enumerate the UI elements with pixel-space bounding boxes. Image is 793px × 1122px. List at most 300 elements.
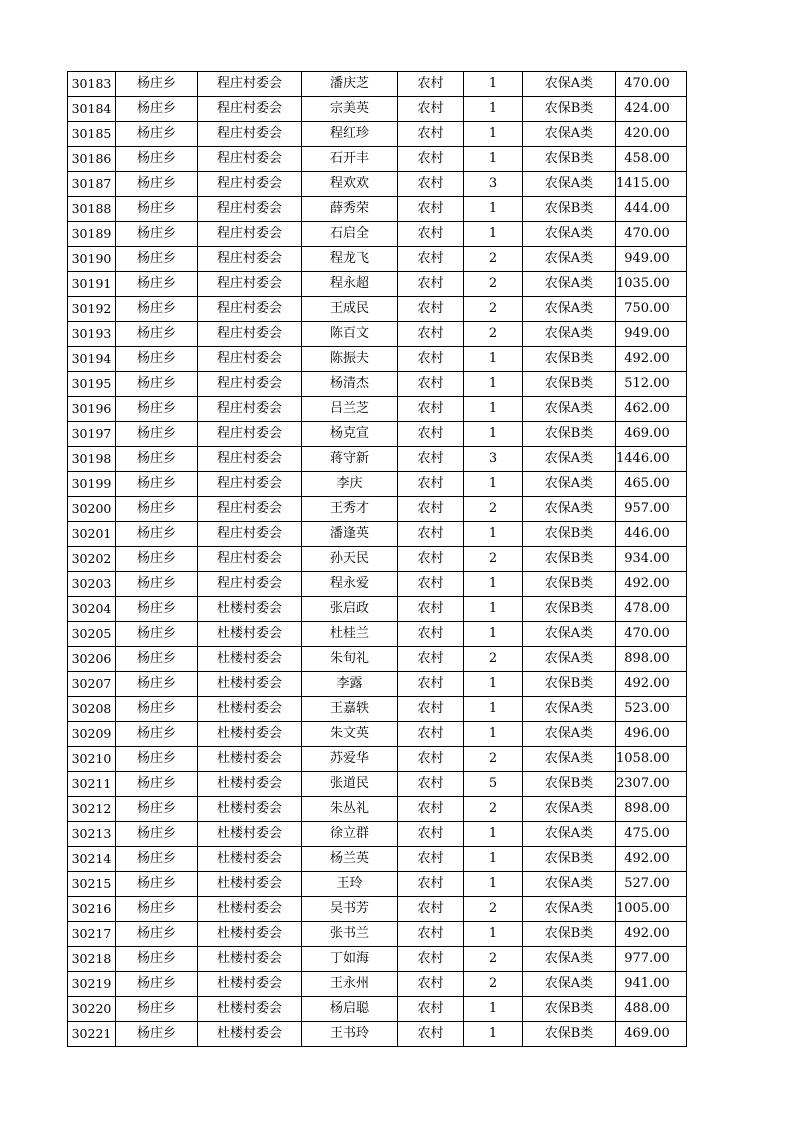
village-committee-cell: 杜楼村委会	[198, 997, 302, 1022]
person-name-cell: 朱丛礼	[302, 797, 398, 822]
table-row	[68, 872, 687, 897]
amount-cell: 470.00	[616, 222, 687, 247]
area-type-cell: 农村	[398, 622, 464, 647]
insurance-category-cell: 农保B类	[523, 597, 616, 622]
area-type-cell: 农村	[398, 372, 464, 397]
household-count-cell: 1	[464, 922, 523, 947]
area-type-cell: 农村	[398, 597, 464, 622]
village-committee-cell: 杜楼村委会	[198, 922, 302, 947]
table-row	[68, 72, 687, 97]
table-row	[68, 547, 687, 572]
village-committee-cell: 杜楼村委会	[198, 972, 302, 997]
township-cell: 杨庄乡	[116, 872, 198, 897]
person-name-cell: 苏爱华	[302, 747, 398, 772]
amount-cell: 492.00	[616, 922, 687, 947]
table-row	[68, 272, 687, 297]
record-id-cell: 30218	[68, 947, 116, 972]
amount-cell: 898.00	[616, 797, 687, 822]
township-cell: 杨庄乡	[116, 322, 198, 347]
insurance-category-cell: 农保B类	[523, 672, 616, 697]
insurance-category-cell: 农保A类	[523, 947, 616, 972]
area-type-cell: 农村	[398, 547, 464, 572]
village-committee-cell: 杜楼村委会	[198, 597, 302, 622]
amount-cell: 957.00	[616, 497, 687, 522]
record-id-cell: 30203	[68, 572, 116, 597]
township-cell: 杨庄乡	[116, 472, 198, 497]
record-id-cell: 30188	[68, 197, 116, 222]
record-id-cell: 30195	[68, 372, 116, 397]
township-cell: 杨庄乡	[116, 172, 198, 197]
area-type-cell: 农村	[398, 122, 464, 147]
insurance-category-cell: 农保A类	[523, 872, 616, 897]
village-committee-cell: 杜楼村委会	[198, 1022, 302, 1047]
records-table	[67, 71, 687, 1047]
household-count-cell: 1	[464, 622, 523, 647]
township-cell: 杨庄乡	[116, 797, 198, 822]
village-committee-cell: 杜楼村委会	[198, 822, 302, 847]
record-id-cell: 30206	[68, 647, 116, 672]
table-row	[68, 647, 687, 672]
area-type-cell: 农村	[398, 347, 464, 372]
table-row	[68, 497, 687, 522]
household-count-cell: 1	[464, 97, 523, 122]
area-type-cell: 农村	[398, 322, 464, 347]
table-row	[68, 397, 687, 422]
amount-cell: 750.00	[616, 297, 687, 322]
village-committee-cell: 程庄村委会	[198, 72, 302, 97]
person-name-cell: 吴书芳	[302, 897, 398, 922]
amount-cell: 941.00	[616, 972, 687, 997]
record-id-cell: 30211	[68, 772, 116, 797]
insurance-category-cell: 农保A类	[523, 722, 616, 747]
record-id-cell: 30205	[68, 622, 116, 647]
township-cell: 杨庄乡	[116, 147, 198, 172]
township-cell: 杨庄乡	[116, 897, 198, 922]
table-row	[68, 1022, 687, 1047]
insurance-category-cell: 农保B类	[523, 147, 616, 172]
person-name-cell: 杨克宣	[302, 422, 398, 447]
insurance-category-cell: 农保A类	[523, 247, 616, 272]
person-name-cell: 张书兰	[302, 922, 398, 947]
village-committee-cell: 杜楼村委会	[198, 722, 302, 747]
area-type-cell: 农村	[398, 847, 464, 872]
village-committee-cell: 杜楼村委会	[198, 872, 302, 897]
record-id-cell: 30215	[68, 872, 116, 897]
village-committee-cell: 程庄村委会	[198, 122, 302, 147]
area-type-cell: 农村	[398, 72, 464, 97]
village-committee-cell: 程庄村委会	[198, 447, 302, 472]
insurance-category-cell: 农保B类	[523, 772, 616, 797]
record-id-cell: 30200	[68, 497, 116, 522]
area-type-cell: 农村	[398, 897, 464, 922]
household-count-cell: 1	[464, 697, 523, 722]
area-type-cell: 农村	[398, 247, 464, 272]
household-count-cell: 2	[464, 322, 523, 347]
person-name-cell: 程永超	[302, 272, 398, 297]
table-row	[68, 372, 687, 397]
amount-cell: 949.00	[616, 247, 687, 272]
household-count-cell: 1	[464, 147, 523, 172]
amount-cell: 462.00	[616, 397, 687, 422]
amount-cell: 458.00	[616, 147, 687, 172]
township-cell: 杨庄乡	[116, 697, 198, 722]
township-cell: 杨庄乡	[116, 272, 198, 297]
village-committee-cell: 杜楼村委会	[198, 697, 302, 722]
person-name-cell: 张启政	[302, 597, 398, 622]
person-name-cell: 杨清杰	[302, 372, 398, 397]
village-committee-cell: 程庄村委会	[198, 222, 302, 247]
insurance-category-cell: 农保B类	[523, 372, 616, 397]
amount-cell: 492.00	[616, 672, 687, 697]
insurance-category-cell: 农保B类	[523, 922, 616, 947]
area-type-cell: 农村	[398, 222, 464, 247]
amount-cell: 512.00	[616, 372, 687, 397]
insurance-category-cell: 农保A类	[523, 272, 616, 297]
area-type-cell: 农村	[398, 797, 464, 822]
record-id-cell: 30202	[68, 547, 116, 572]
household-count-cell: 1	[464, 197, 523, 222]
person-name-cell: 朱文英	[302, 722, 398, 747]
record-id-cell: 30221	[68, 1022, 116, 1047]
household-count-cell: 2	[464, 647, 523, 672]
record-id-cell: 30213	[68, 822, 116, 847]
area-type-cell: 农村	[398, 672, 464, 697]
village-committee-cell: 程庄村委会	[198, 322, 302, 347]
table-row	[68, 97, 687, 122]
insurance-category-cell: 农保A类	[523, 822, 616, 847]
area-type-cell: 农村	[398, 572, 464, 597]
insurance-category-cell: 农保B类	[523, 547, 616, 572]
insurance-category-cell: 农保B类	[523, 197, 616, 222]
record-id-cell: 30214	[68, 847, 116, 872]
village-committee-cell: 程庄村委会	[198, 472, 302, 497]
person-name-cell: 宗美英	[302, 97, 398, 122]
person-name-cell: 王玲	[302, 872, 398, 897]
table-row	[68, 997, 687, 1022]
amount-cell: 475.00	[616, 822, 687, 847]
table-row	[68, 672, 687, 697]
record-id-cell: 30198	[68, 447, 116, 472]
person-name-cell: 丁如海	[302, 947, 398, 972]
person-name-cell: 程永爱	[302, 572, 398, 597]
insurance-category-cell: 农保B类	[523, 847, 616, 872]
amount-cell: 478.00	[616, 597, 687, 622]
household-count-cell: 1	[464, 72, 523, 97]
township-cell: 杨庄乡	[116, 997, 198, 1022]
area-type-cell: 农村	[398, 947, 464, 972]
amount-cell: 492.00	[616, 347, 687, 372]
insurance-category-cell: 农保A类	[523, 497, 616, 522]
table-row	[68, 247, 687, 272]
amount-cell: 496.00	[616, 722, 687, 747]
person-name-cell: 徐立群	[302, 822, 398, 847]
insurance-category-cell: 农保A类	[523, 897, 616, 922]
table-row	[68, 822, 687, 847]
person-name-cell: 王嘉轶	[302, 697, 398, 722]
township-cell: 杨庄乡	[116, 222, 198, 247]
township-cell: 杨庄乡	[116, 822, 198, 847]
village-committee-cell: 杜楼村委会	[198, 772, 302, 797]
area-type-cell: 农村	[398, 647, 464, 672]
record-id-cell: 30199	[68, 472, 116, 497]
person-name-cell: 朱旬礼	[302, 647, 398, 672]
table-row	[68, 797, 687, 822]
area-type-cell: 农村	[398, 772, 464, 797]
amount-cell: 527.00	[616, 872, 687, 897]
village-committee-cell: 程庄村委会	[198, 547, 302, 572]
household-count-cell: 1	[464, 722, 523, 747]
amount-cell: 465.00	[616, 472, 687, 497]
insurance-category-cell: 农保A类	[523, 647, 616, 672]
person-name-cell: 程红珍	[302, 122, 398, 147]
amount-cell: 470.00	[616, 72, 687, 97]
township-cell: 杨庄乡	[116, 497, 198, 522]
person-name-cell: 王秀才	[302, 497, 398, 522]
village-committee-cell: 杜楼村委会	[198, 747, 302, 772]
village-committee-cell: 程庄村委会	[198, 522, 302, 547]
household-count-cell: 2	[464, 547, 523, 572]
insurance-category-cell: 农保A类	[523, 72, 616, 97]
area-type-cell: 农村	[398, 497, 464, 522]
insurance-category-cell: 农保A类	[523, 622, 616, 647]
area-type-cell: 农村	[398, 872, 464, 897]
area-type-cell: 农村	[398, 397, 464, 422]
insurance-category-cell: 农保B类	[523, 422, 616, 447]
person-name-cell: 李露	[302, 672, 398, 697]
table-row	[68, 222, 687, 247]
township-cell: 杨庄乡	[116, 922, 198, 947]
table-row	[68, 622, 687, 647]
area-type-cell: 农村	[398, 972, 464, 997]
insurance-category-cell: 农保A类	[523, 747, 616, 772]
insurance-category-cell: 农保A类	[523, 122, 616, 147]
village-committee-cell: 程庄村委会	[198, 197, 302, 222]
township-cell: 杨庄乡	[116, 847, 198, 872]
township-cell: 杨庄乡	[116, 972, 198, 997]
table-row	[68, 422, 687, 447]
amount-cell: 1446.00	[616, 447, 687, 472]
township-cell: 杨庄乡	[116, 1022, 198, 1047]
township-cell: 杨庄乡	[116, 72, 198, 97]
insurance-category-cell: 农保B类	[523, 572, 616, 597]
household-count-cell: 2	[464, 247, 523, 272]
village-committee-cell: 程庄村委会	[198, 397, 302, 422]
area-type-cell: 农村	[398, 697, 464, 722]
table-row	[68, 522, 687, 547]
area-type-cell: 农村	[398, 822, 464, 847]
record-id-cell: 30208	[68, 697, 116, 722]
village-committee-cell: 程庄村委会	[198, 422, 302, 447]
person-name-cell: 王永州	[302, 972, 398, 997]
record-id-cell: 30201	[68, 522, 116, 547]
household-count-cell: 1	[464, 872, 523, 897]
insurance-category-cell: 农保A类	[523, 472, 616, 497]
record-id-cell: 30190	[68, 247, 116, 272]
township-cell: 杨庄乡	[116, 372, 198, 397]
person-name-cell: 孙天民	[302, 547, 398, 572]
insurance-category-cell: 农保B类	[523, 522, 616, 547]
table-row	[68, 572, 687, 597]
record-id-cell: 30184	[68, 97, 116, 122]
township-cell: 杨庄乡	[116, 197, 198, 222]
person-name-cell: 李庆	[302, 472, 398, 497]
household-count-cell: 2	[464, 972, 523, 997]
record-id-cell: 30187	[68, 172, 116, 197]
insurance-category-cell: 农保A类	[523, 972, 616, 997]
household-count-cell: 1	[464, 122, 523, 147]
township-cell: 杨庄乡	[116, 747, 198, 772]
table-row	[68, 322, 687, 347]
table-row	[68, 972, 687, 997]
area-type-cell: 农村	[398, 422, 464, 447]
insurance-category-cell: 农保A类	[523, 222, 616, 247]
person-name-cell: 薛秀荣	[302, 197, 398, 222]
insurance-category-cell: 农保A类	[523, 397, 616, 422]
area-type-cell: 农村	[398, 272, 464, 297]
amount-cell: 934.00	[616, 547, 687, 572]
table-row	[68, 697, 687, 722]
person-name-cell: 吕兰芝	[302, 397, 398, 422]
household-count-cell: 2	[464, 272, 523, 297]
insurance-category-cell: 农保B类	[523, 97, 616, 122]
amount-cell: 420.00	[616, 122, 687, 147]
village-committee-cell: 杜楼村委会	[198, 647, 302, 672]
area-type-cell: 农村	[398, 522, 464, 547]
area-type-cell: 农村	[398, 97, 464, 122]
record-id-cell: 30189	[68, 222, 116, 247]
person-name-cell: 程欢欢	[302, 172, 398, 197]
person-name-cell: 程龙飞	[302, 247, 398, 272]
table-row	[68, 197, 687, 222]
village-committee-cell: 程庄村委会	[198, 297, 302, 322]
household-count-cell: 1	[464, 1022, 523, 1047]
amount-cell: 424.00	[616, 97, 687, 122]
record-id-cell: 30219	[68, 972, 116, 997]
record-id-cell: 30207	[68, 672, 116, 697]
person-name-cell: 王成民	[302, 297, 398, 322]
table-row	[68, 347, 687, 372]
household-count-cell: 1	[464, 472, 523, 497]
table-body	[68, 72, 687, 1047]
record-id-cell: 30183	[68, 72, 116, 97]
insurance-category-cell: 农保A类	[523, 322, 616, 347]
area-type-cell: 农村	[398, 722, 464, 747]
village-committee-cell: 杜楼村委会	[198, 797, 302, 822]
record-id-cell: 30220	[68, 997, 116, 1022]
household-count-cell: 2	[464, 497, 523, 522]
record-id-cell: 30197	[68, 422, 116, 447]
person-name-cell: 杨启聪	[302, 997, 398, 1022]
household-count-cell: 1	[464, 822, 523, 847]
township-cell: 杨庄乡	[116, 622, 198, 647]
area-type-cell: 农村	[398, 447, 464, 472]
record-id-cell: 30191	[68, 272, 116, 297]
household-count-cell: 5	[464, 772, 523, 797]
household-count-cell: 2	[464, 897, 523, 922]
person-name-cell: 杨兰英	[302, 847, 398, 872]
township-cell: 杨庄乡	[116, 722, 198, 747]
amount-cell: 470.00	[616, 622, 687, 647]
amount-cell: 492.00	[616, 572, 687, 597]
amount-cell: 1058.00	[616, 747, 687, 772]
township-cell: 杨庄乡	[116, 122, 198, 147]
record-id-cell: 30196	[68, 397, 116, 422]
township-cell: 杨庄乡	[116, 772, 198, 797]
household-count-cell: 2	[464, 297, 523, 322]
village-committee-cell: 程庄村委会	[198, 347, 302, 372]
area-type-cell: 农村	[398, 297, 464, 322]
table-row	[68, 472, 687, 497]
village-committee-cell: 杜楼村委会	[198, 672, 302, 697]
table-row	[68, 772, 687, 797]
area-type-cell: 农村	[398, 197, 464, 222]
township-cell: 杨庄乡	[116, 572, 198, 597]
township-cell: 杨庄乡	[116, 347, 198, 372]
record-id-cell: 30217	[68, 922, 116, 947]
person-name-cell: 陈振夫	[302, 347, 398, 372]
household-count-cell: 1	[464, 522, 523, 547]
table-row	[68, 947, 687, 972]
household-count-cell: 3	[464, 172, 523, 197]
record-id-cell: 30212	[68, 797, 116, 822]
person-name-cell: 蒋守新	[302, 447, 398, 472]
amount-cell: 1035.00	[616, 272, 687, 297]
village-committee-cell: 程庄村委会	[198, 272, 302, 297]
table-row	[68, 172, 687, 197]
village-committee-cell: 杜楼村委会	[198, 897, 302, 922]
table-row	[68, 722, 687, 747]
village-committee-cell: 杜楼村委会	[198, 947, 302, 972]
village-committee-cell: 杜楼村委会	[198, 622, 302, 647]
amount-cell: 444.00	[616, 197, 687, 222]
amount-cell: 523.00	[616, 697, 687, 722]
person-name-cell: 张道民	[302, 772, 398, 797]
village-committee-cell: 杜楼村委会	[198, 847, 302, 872]
table-row	[68, 897, 687, 922]
township-cell: 杨庄乡	[116, 597, 198, 622]
area-type-cell: 农村	[398, 472, 464, 497]
household-count-cell: 1	[464, 997, 523, 1022]
household-count-cell: 1	[464, 422, 523, 447]
table-row	[68, 847, 687, 872]
record-id-cell: 30209	[68, 722, 116, 747]
village-committee-cell: 程庄村委会	[198, 172, 302, 197]
insurance-category-cell: 农保A类	[523, 797, 616, 822]
insurance-category-cell: 农保A类	[523, 697, 616, 722]
amount-cell: 949.00	[616, 322, 687, 347]
insurance-category-cell: 农保A类	[523, 297, 616, 322]
table-row	[68, 297, 687, 322]
township-cell: 杨庄乡	[116, 397, 198, 422]
person-name-cell: 潘逢英	[302, 522, 398, 547]
village-committee-cell: 程庄村委会	[198, 147, 302, 172]
table-row	[68, 147, 687, 172]
township-cell: 杨庄乡	[116, 447, 198, 472]
table-row	[68, 747, 687, 772]
household-count-cell: 1	[464, 347, 523, 372]
amount-cell: 488.00	[616, 997, 687, 1022]
amount-cell: 469.00	[616, 1022, 687, 1047]
record-id-cell: 30194	[68, 347, 116, 372]
area-type-cell: 农村	[398, 172, 464, 197]
area-type-cell: 农村	[398, 997, 464, 1022]
amount-cell: 977.00	[616, 947, 687, 972]
township-cell: 杨庄乡	[116, 297, 198, 322]
village-committee-cell: 程庄村委会	[198, 572, 302, 597]
township-cell: 杨庄乡	[116, 647, 198, 672]
person-name-cell: 潘庆芝	[302, 72, 398, 97]
amount-cell: 492.00	[616, 847, 687, 872]
